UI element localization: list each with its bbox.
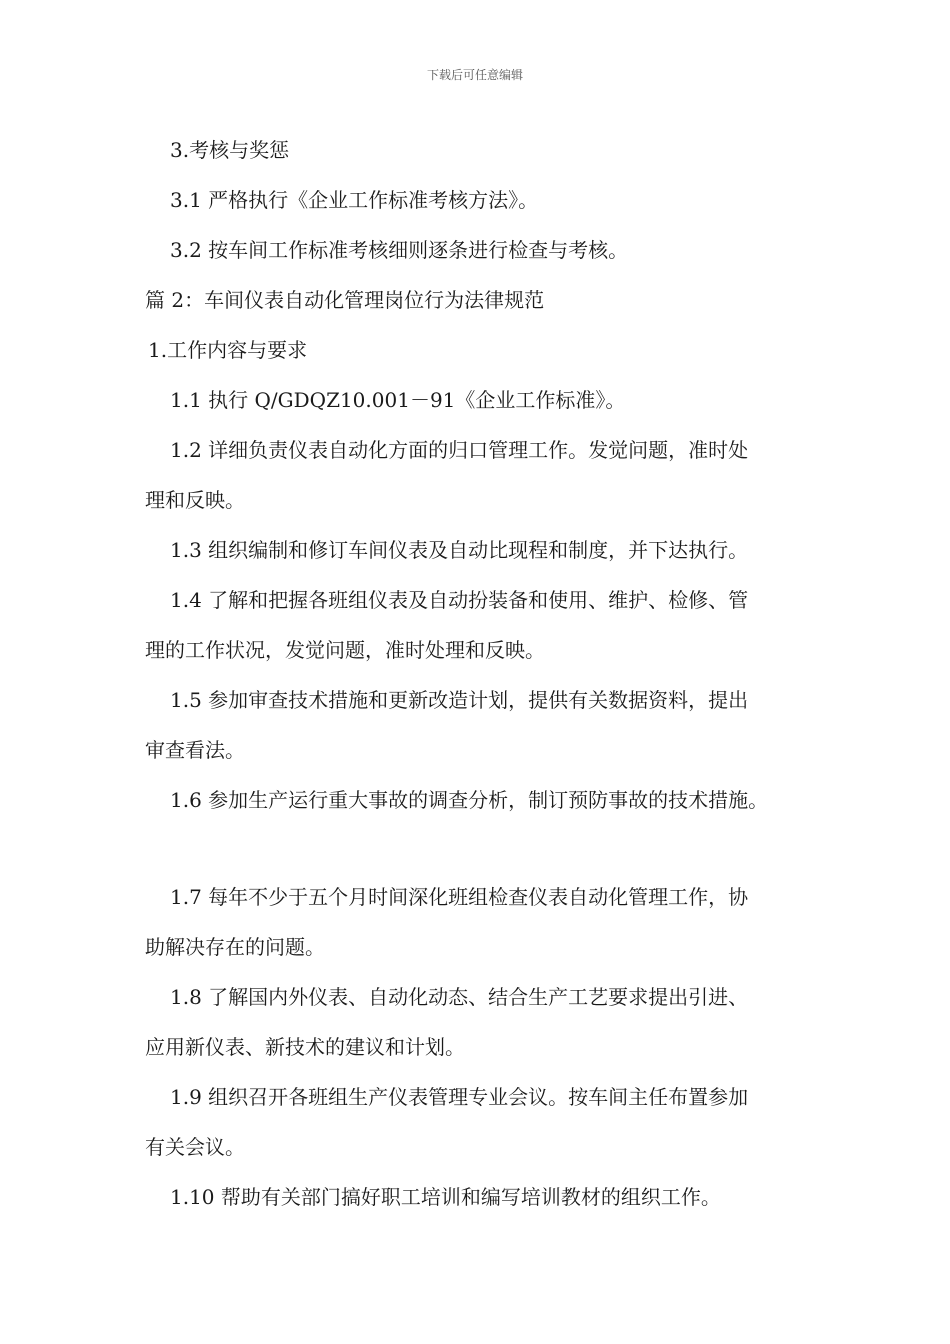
item-1-4-line2: 理的工作状况，发觉问题，准时处理和反映。 <box>145 638 545 662</box>
item-1-8-line1: 1.8 了解国内外仪表、自动化动态、结合生产工艺要求提出引进、 <box>170 985 749 1009</box>
item-1-2-line1: 1.2 详细负责仪表自动化方面的归口管理工作。发觉问题，准时处 <box>170 438 749 462</box>
section-3-title: 3.考核与奖惩 <box>170 138 290 162</box>
item-1-4-line1: 1.4 了解和把握各班组仪表及自动扮装备和使用、维护、检修、管 <box>170 588 749 612</box>
item-1-3: 1.3 组织编制和修订车间仪表及自动比现程和制度，并下达执行。 <box>170 538 749 562</box>
item-1-9-line2: 有关会议。 <box>145 1135 245 1159</box>
item-1-8-line2: 应用新仪表、新技术的建议和计划。 <box>145 1035 465 1059</box>
item-1-2-line2: 理和反映。 <box>145 488 245 512</box>
item-1-7-line2: 助解决存在的问题。 <box>145 935 325 959</box>
section-1-title: 1.工作内容与要求 <box>148 338 308 362</box>
item-1-6: 1.6 参加生产运行重大事故的调查分析，制订预防事故的技术措施。 <box>170 788 769 812</box>
item-1-9-line1: 1.9 组织召开各班组生产仪表管理专业会议。按车间主任布置参加 <box>170 1085 749 1109</box>
page-header: 下载后可任意编辑 <box>426 68 523 82</box>
item-1-5-line1: 1.5 参加审查技术措施和更新改造计划，提供有关数据资料，提出 <box>170 688 749 712</box>
item-1-10: 1.10 帮助有关部门搞好职工培训和编写培训教材的组织工作。 <box>170 1185 721 1209</box>
item-3-2: 3.2 按车间工作标准考核细则逐条进行检查与考核。 <box>170 238 629 262</box>
item-1-7-line1: 1.7 每年不少于五个月时间深化班组检查仪表自动化管理工作，协 <box>170 885 749 909</box>
item-1-5-line2: 审查看法。 <box>145 738 245 762</box>
item-1-1: 1.1 执行 Q/GDQZ10.001－91《企业工作标准》。 <box>170 388 626 412</box>
chapter-2-title: 篇 2：车间仪表自动化管理岗位行为法律规范 <box>145 288 545 312</box>
item-3-1: 3.1 严格执行《企业工作标准考核方法》。 <box>170 188 539 212</box>
